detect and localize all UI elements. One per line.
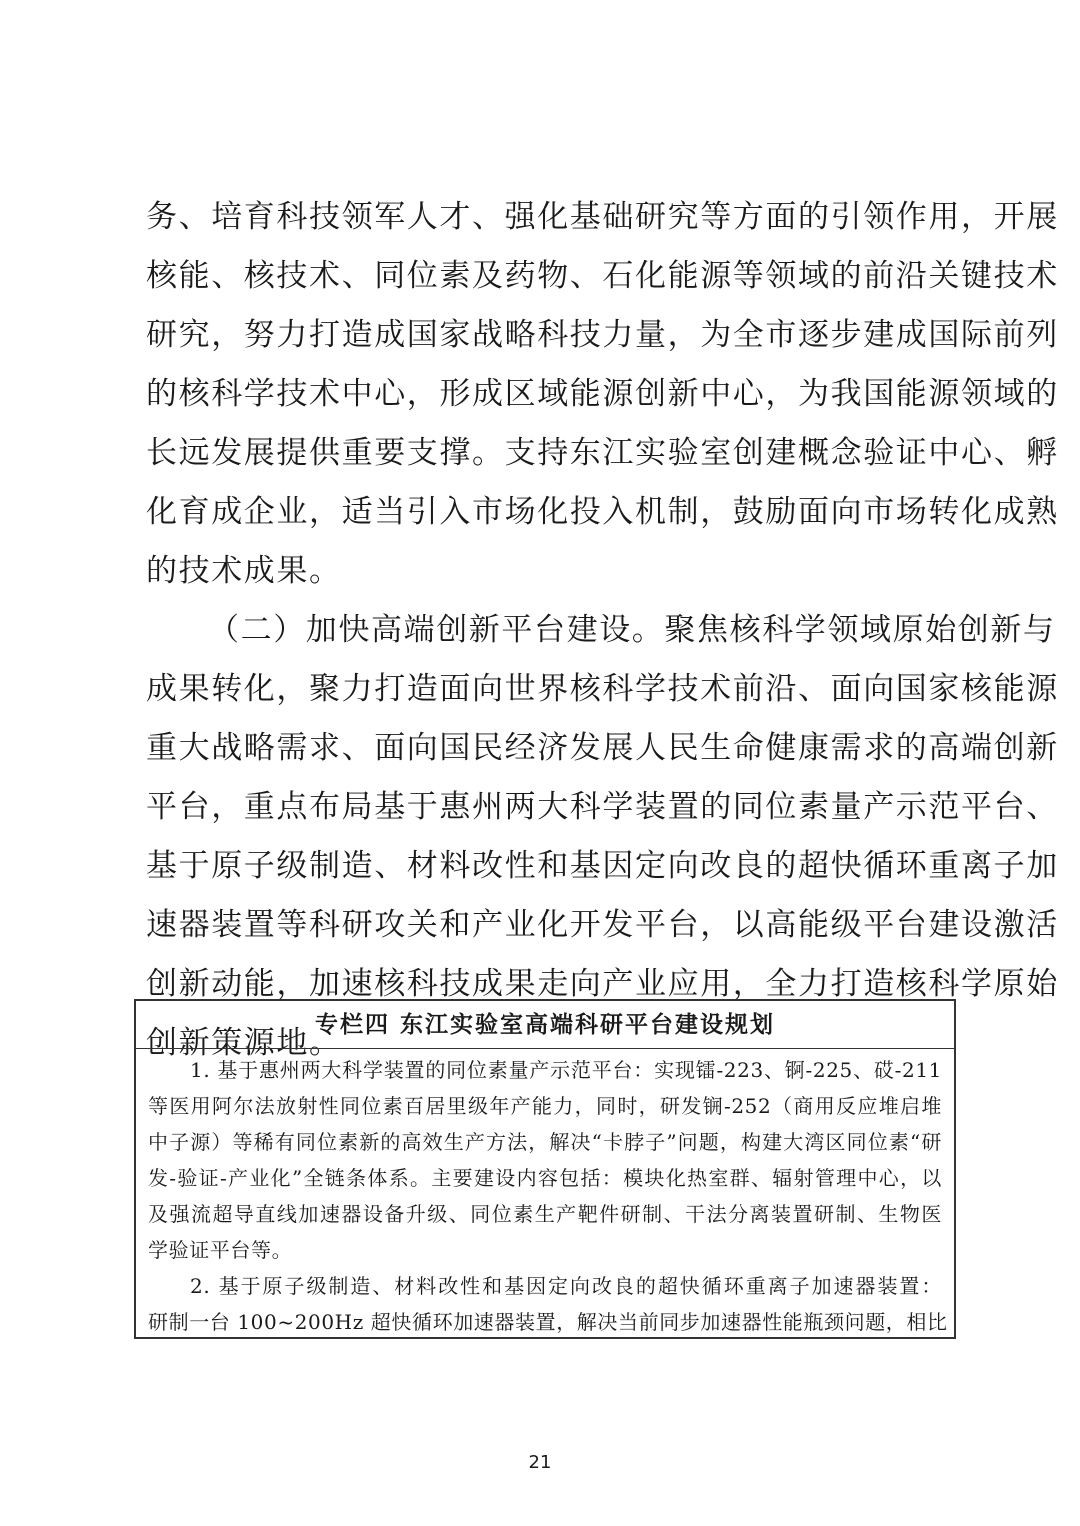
paragraph-2-line: 创新动能，加速核科技成果走向产业应用，全力打造核科学原始 [146, 966, 1059, 1002]
sidebar-title: 专栏四 东江实验室高端科研平台建设规划 [136, 1001, 954, 1049]
paragraph-2-line: 速器装置等科研攻关和产业化开发平台，以高能级平台建设激活 [146, 907, 1059, 943]
paragraph-2-line: 重大战略需求、面向国民经济发展人民生命健康需求的高端创新 [146, 730, 1059, 766]
sidebar-line: 学验证平台等。 [148, 1238, 293, 1262]
paragraph-2-line: （二）加快高端创新平台建设。聚焦核科学领域原始创新与 [208, 612, 1056, 648]
paragraph-2-line: 创新策源地。 [146, 1025, 342, 1061]
paragraph-2-line: 平台，重点布局基于惠州两大科学装置的同位素量产示范平台、 [146, 789, 1059, 825]
sidebar-box [134, 999, 956, 1339]
paragraph-2-line: 基于原子级制造、材料改性和基因定向改良的超快循环重离子加 [146, 848, 1059, 884]
paragraph-1-line: 的技术成果。 [146, 553, 342, 589]
body-text [146, 188, 1059, 1073]
paragraph-1-line: 研究，努力打造成国家战略科技力量，为全市逐步建成国际前列 [146, 317, 1059, 353]
sidebar-body [136, 1049, 954, 1340]
sidebar-line: 2. 基于原子级制造、材料改性和基因定向改良的超快循环重离子加速器装置： [190, 1274, 942, 1298]
sidebar-line: 及强流超导直线加速器设备升级、同位素生产靶件研制、干法分离装置研制、生物医 [148, 1202, 942, 1226]
sidebar-line: 研制一台 100~200Hz 超快循环加速器装置，解决当前同步加速器性能瓶颈问题，相比 [148, 1310, 948, 1334]
paragraph-1-line: 务、培育科技领军人才、强化基础研究等方面的引领作用，开展 [146, 199, 1059, 235]
page-number: 21 [528, 1452, 552, 1473]
paragraph-1-line: 核能、核技术、同位素及药物、石化能源等领域的前沿关键技术 [146, 258, 1059, 294]
sidebar-line: 发-验证-产业化”全链条体系。主要建设内容包括：模块化热室群、辐射管理中心，以 [148, 1166, 942, 1190]
sidebar-line: 中子源）等稀有同位素新的高效生产方法，解决“卡脖子”问题，构建大湾区同位素“研 [148, 1130, 942, 1154]
paragraph-1-line: 长远发展提供重要支撑。支持东江实验室创建概念验证中心、孵 [146, 435, 1059, 471]
sidebar-line: 等医用阿尔法放射性同位素百居里级年产能力，同时，研发锎-252（商用反应堆启堆 [148, 1094, 942, 1118]
paragraph-1-line: 的核科学技术中心，形成区域能源创新中心，为我国能源领域的 [146, 376, 1059, 412]
sidebar-line: 1. 基于惠州两大科学装置的同位素量产示范平台：实现镭-223、锕-225、砹-211 [190, 1058, 942, 1082]
paragraph-1-line: 化育成企业，适当引入市场化投入机制，鼓励面向市场转化成熟 [146, 494, 1059, 530]
paragraph-2-line: 成果转化，聚力打造面向世界核科学技术前沿、面向国家核能源 [146, 671, 1059, 707]
paragraph-1 [146, 188, 1059, 601]
